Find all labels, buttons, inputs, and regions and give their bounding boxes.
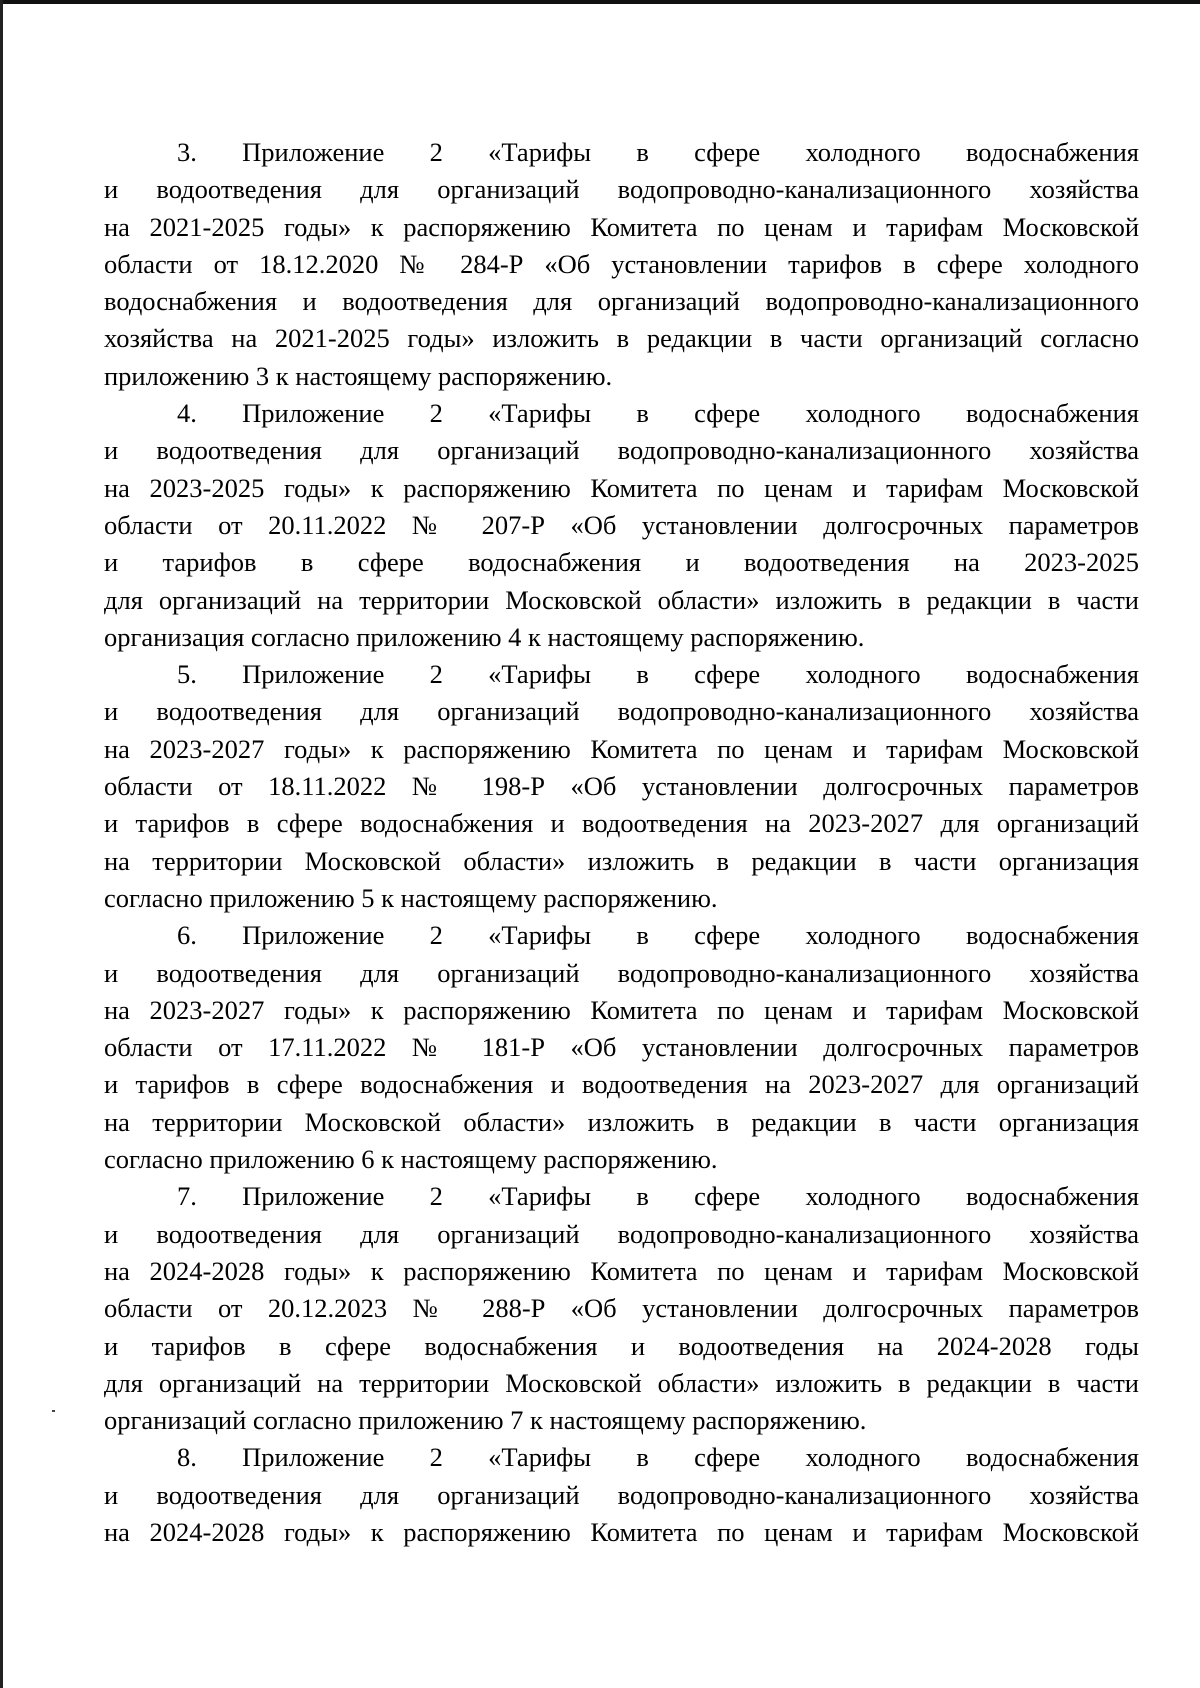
paragraph-first-line (104, 395, 1139, 432)
paragraph-word: сфере (694, 137, 761, 167)
paragraph-line: и водоотведения для организаций водопроводно-канализационного хозяйства (104, 696, 1139, 727)
paragraph-line: и тарифов в сфере водоснабжения и водоотведения на 2024-2028 годы (104, 1330, 1139, 1361)
paragraph-word: водоснабжения (965, 920, 1139, 951)
paragraph-word: Приложение (242, 1442, 385, 1473)
paragraph-word: сфере (694, 1181, 761, 1212)
paragraph-word: «Тарифы (488, 1181, 592, 1212)
paragraph-line: и водоотведения для организаций водопроводно-канализационного хозяйства (104, 1218, 1139, 1249)
paragraph-line: на 2024-2028 годы» к распоряжению Комитета по ценам и тарифам Московской (104, 1516, 1139, 1547)
paragraph-word: холодного (805, 1181, 921, 1212)
paragraph-line: на 2024-2028 годы» к распоряжению Комитета по ценам и тарифам Московской (104, 1255, 1139, 1286)
paragraph-word: 2 (429, 920, 443, 951)
paragraph-first-line (104, 1178, 1139, 1215)
paragraph-word: водоснабжения (965, 1181, 1139, 1212)
paragraph-line: области от 20.11.2022 № 207-Р «Об установлении долгосрочных параметров (104, 509, 1139, 540)
paragraph-number: 7. (177, 1181, 197, 1212)
paragraph-number: 4. (177, 398, 197, 429)
paragraph-word: холодного (805, 1442, 921, 1473)
paragraph-word: Приложение (242, 398, 385, 429)
paragraph-word: в (636, 137, 649, 167)
paragraph-line: на территории Московской области» изложить в редакции в части организация (104, 1106, 1139, 1137)
paragraph-word: сфере (694, 398, 761, 429)
paragraph-line: области от 17.11.2022 № 181-Р «Об установлении долгосрочных параметров (104, 1032, 1139, 1063)
paragraph-word: «Тарифы (488, 398, 592, 429)
paragraph-first-line (104, 656, 1139, 693)
paragraph-line: согласно приложению 5 к настоящему распоряжению. (104, 882, 718, 913)
document-body (104, 134, 1139, 1551)
paragraph-line: на 2023-2027 годы» к распоряжению Комитета по ценам и тарифам Московской (104, 733, 1139, 764)
paragraph-word: «Тарифы (488, 137, 592, 167)
paragraph-line: и водоотведения для организаций водопроводно-канализационного хозяйства (104, 174, 1139, 205)
paragraph-line: на 2023-2027 годы» к распоряжению Комитета по ценам и тарифам Московской (104, 994, 1139, 1025)
paragraph-line: для организаций на территории Московской области» изложить в редакции в части (104, 584, 1139, 615)
paragraph-line: и водоотведения для организаций водопроводно-канализационного хозяйства (104, 1479, 1139, 1510)
paragraph-line: организация согласно приложению 4 к настоящему распоряжению. (104, 621, 865, 652)
paragraph-word: Приложение (242, 920, 385, 951)
paragraph-first-line (104, 917, 1139, 954)
paragraph-word: в (636, 920, 649, 951)
paragraph-number: 3. (177, 137, 197, 167)
paragraph-line: на 2023-2025 годы» к распоряжению Комитета по ценам и тарифам Московской (104, 472, 1139, 503)
paragraph-word: холодного (805, 398, 921, 429)
paragraph-line: водоснабжения и водоотведения для организаций водопроводно-канализационного (104, 286, 1139, 317)
paragraph-line: области от 18.11.2022 № 198-Р «Об установлении долгосрочных параметров (104, 771, 1139, 802)
paragraph-first-line (104, 134, 1139, 171)
scan-speck (52, 1410, 55, 1412)
paragraph-word: сфере (694, 659, 761, 690)
paragraph-word: 2 (429, 1442, 443, 1473)
paragraph-item-8 (104, 1439, 1139, 1551)
paragraph-number: 6. (177, 920, 197, 951)
paragraph-line: на 2021-2025 годы» к распоряжению Комитета по ценам и тарифам Московской (104, 211, 1139, 242)
paragraph-line: согласно приложению 6 к настоящему распоряжению. (104, 1144, 718, 1175)
paragraph-word: 2 (429, 1181, 443, 1212)
paragraph-number: 5. (177, 659, 197, 690)
paragraph-word: холодного (805, 920, 921, 951)
paragraph-line: организаций согласно приложению 7 к настоящему распоряжению. (104, 1405, 867, 1436)
paragraph-line: и тарифов в сфере водоснабжения и водоотведения на 2023-2027 для организаций (104, 808, 1139, 839)
paragraph-word: 2 (429, 659, 443, 690)
paragraph-word: «Тарифы (488, 659, 592, 690)
scan-left-border (0, 0, 3, 1688)
paragraph-item-4 (104, 395, 1139, 656)
paragraph-word: в (636, 1442, 649, 1473)
paragraph-line: области от 20.12.2023 № 288-Р «Об установлении долгосрочных параметров (104, 1293, 1139, 1324)
scan-top-border (0, 0, 1200, 4)
paragraph-line: и тарифов в сфере водоснабжения и водоотведения на 2023-2027 для организаций (104, 1069, 1139, 1100)
paragraph-line: области от 18.12.2020 № 284-Р «Об установлении тарифов в сфере холодного (104, 248, 1139, 279)
paragraph-word: в (636, 398, 649, 429)
paragraph-line: приложению 3 к настоящему распоряжению. (104, 360, 613, 391)
paragraph-word: 2 (429, 398, 443, 429)
paragraph-word: водоснабжения (965, 137, 1139, 167)
paragraph-item-5 (104, 656, 1139, 917)
paragraph-item-7 (104, 1178, 1139, 1439)
paragraph-word: сфере (694, 1442, 761, 1473)
paragraph-word: в (636, 1181, 649, 1212)
paragraph-word: «Тарифы (488, 1442, 592, 1473)
paragraph-word: водоснабжения (965, 1442, 1139, 1473)
paragraph-line: и водоотведения для организаций водопроводно-канализационного хозяйства (104, 957, 1139, 988)
paragraph-word: Приложение (242, 1181, 385, 1212)
paragraph-line: и тарифов в сфере водоснабжения и водоотведения на 2023-2025 (104, 547, 1139, 578)
paragraph-number: 8. (177, 1442, 197, 1473)
paragraph-word: «Тарифы (488, 920, 592, 951)
paragraph-word: холодного (805, 137, 921, 167)
paragraph-word: холодного (805, 659, 921, 690)
paragraph-word: Приложение (242, 659, 385, 690)
paragraph-item-3 (104, 134, 1139, 395)
paragraph-word: 2 (429, 137, 443, 167)
paragraph-word: водоснабжения (965, 659, 1139, 690)
paragraph-word: водоснабжения (965, 398, 1139, 429)
paragraph-line: для организаций на территории Московской области» изложить в редакции в части (104, 1367, 1139, 1398)
paragraph-item-6 (104, 917, 1139, 1178)
paragraph-line: хозяйства на 2021-2025 годы» изложить в редакции в части организаций согласно (104, 323, 1139, 354)
paragraph-word: сфере (694, 920, 761, 951)
paragraph-word: Приложение (242, 137, 385, 167)
paragraph-first-line (104, 1439, 1139, 1476)
paragraph-line: и водоотведения для организаций водопроводно-канализационного хозяйства (104, 435, 1139, 466)
paragraph-line: на территории Московской области» изложить в редакции в части организация (104, 845, 1139, 876)
paragraph-word: в (636, 659, 649, 690)
